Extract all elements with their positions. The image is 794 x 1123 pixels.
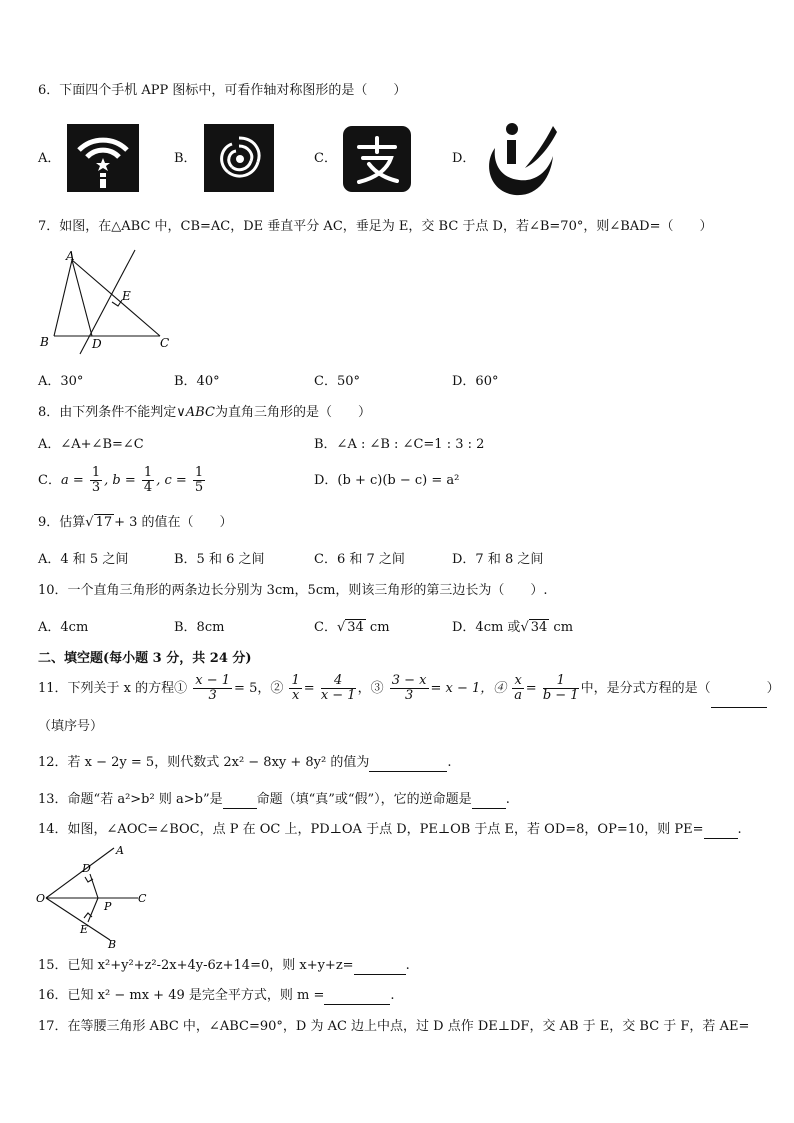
q8-option-c-label: C． bbox=[38, 473, 61, 488]
q10-option-a: A．4cm bbox=[38, 620, 89, 635]
q8-a-eq: a = bbox=[60, 473, 84, 488]
q9-option-a: A．4 和 5 之间 bbox=[38, 552, 129, 567]
q8-triangle-symbol: ∨ABC bbox=[176, 405, 215, 420]
q7-label-c: C bbox=[160, 336, 170, 350]
q16-answer-blank[interactable] bbox=[324, 990, 390, 1005]
q10-option-b: B．8cm bbox=[174, 620, 225, 635]
q8-option-d: D．(b + c)(b − c) = a² bbox=[314, 473, 460, 488]
q14-label-o: O bbox=[36, 892, 46, 905]
q6-option-a-label: A． bbox=[38, 151, 61, 166]
q7-label-d: D bbox=[92, 337, 102, 351]
q8-option-c bbox=[38, 462, 207, 500]
q8-option-a: A．∠A+∠B=∠C bbox=[38, 437, 144, 452]
q6-option-d-label: D． bbox=[452, 151, 476, 166]
q7-label-a: A bbox=[66, 249, 75, 263]
q12-answer-blank[interactable] bbox=[369, 757, 447, 772]
fraction-one-fourth: $\frac{1}{4}$ bbox=[143, 465, 153, 495]
q9-option-c: C．6 和 7 之间 bbox=[314, 552, 405, 567]
q11-frac-6: $\frac{1}{b - 1}$ bbox=[542, 673, 579, 703]
q14-label-c: C bbox=[138, 892, 147, 905]
q8-stem bbox=[38, 404, 371, 422]
q9-stem: 9．估算√ 17 + 3 的值在（ ） bbox=[38, 515, 233, 530]
q13-answer-blank-2[interactable] bbox=[472, 794, 506, 809]
q10-stem: 10．一个直角三角形的两条边长分别为 3cm，5cm，则该三角形的第三边长为（ ）. bbox=[38, 583, 548, 598]
q11-frac-2: $\frac{1}{x}$ bbox=[291, 673, 300, 703]
q11-note: （填序号） bbox=[38, 719, 104, 734]
fraction-one-fifth: $\frac{1}{5}$ bbox=[194, 465, 204, 495]
q10-option-c: C．√ 34 cm bbox=[314, 620, 390, 635]
q14-label-a: A bbox=[116, 844, 124, 857]
q8-option-b: B．∠A : ∠B : ∠C=1 : 3 : 2 bbox=[314, 437, 485, 452]
q11-frac-4: $\frac{3 - x}{3}$ bbox=[391, 673, 427, 703]
q14-angle-figure bbox=[34, 842, 164, 952]
runner-logo-icon bbox=[481, 118, 559, 200]
q14-label-d: D bbox=[82, 862, 91, 875]
q7-option-a: A．30° bbox=[38, 374, 84, 389]
q6-stem: 6．下面四个手机 APP 图标中，可看作轴对称图形的是（ ） bbox=[38, 83, 407, 98]
q9-stem-post: + 3 的值在（ ） bbox=[114, 515, 233, 530]
q6-option-b-label: B． bbox=[174, 151, 197, 166]
q14-label-p: P bbox=[104, 900, 112, 913]
q6-option-c-label: C． bbox=[314, 151, 337, 166]
q13-answer-blank-1[interactable] bbox=[223, 794, 257, 809]
q7-option-b: B．40° bbox=[174, 374, 220, 389]
q7-option-d: D．60° bbox=[452, 374, 499, 389]
q14-stem: 14．如图，∠AOC=∠BOC，点 P 在 OC 上，PD⊥OA 于点 D，PE⊥OB 于点 E，若 OD=8，OP=10，则 PE= . bbox=[38, 822, 742, 837]
q8-c-eq: , c = bbox=[156, 473, 187, 488]
q9-radicand: 17 bbox=[95, 515, 113, 530]
q8-stem-start: 8．由下列条件不能判定 bbox=[38, 405, 177, 420]
q15-stem: 15．已知 x²+y²+z²-2x+4y-6z+14=0，则 x+y+z= . bbox=[38, 958, 410, 973]
q14-label-e: E bbox=[80, 923, 89, 936]
q14-answer-blank[interactable] bbox=[704, 824, 738, 839]
q17-stem: 17．在等腰三角形 ABC 中，∠ABC=90°，D 为 AC 边上中点，过 D 点作 DE⊥DF，交 AB 于 E，交 BC 于 F，若 AE= bbox=[38, 1019, 750, 1034]
section-title: 二、填空题(每小题 3 分，共 24 分) bbox=[38, 651, 252, 666]
q9-stem-pre: 9．估算 bbox=[38, 515, 86, 530]
q7-label-e: E bbox=[122, 289, 131, 303]
q11-frac-5: $\frac{x}{a}$ bbox=[514, 673, 522, 703]
q11-answer-blank[interactable] bbox=[711, 693, 767, 708]
q7-triangle-figure bbox=[38, 248, 178, 356]
q15-answer-blank[interactable] bbox=[354, 960, 406, 975]
q8-stem-end: 为直角三角形的是（ ） bbox=[214, 405, 371, 420]
q14-label-b: B bbox=[108, 938, 117, 951]
q11-frac-1: $\frac{x - 1}{3}$ bbox=[195, 673, 231, 703]
q7-label-b: B bbox=[40, 335, 49, 349]
q11-frac-3: $\frac{4}{x - 1}$ bbox=[320, 673, 356, 703]
alipay-icon bbox=[343, 126, 411, 192]
q8-b-eq: , b = bbox=[104, 473, 136, 488]
q9-option-b: B．5 和 6 之间 bbox=[174, 552, 265, 567]
q12-stem: 12．若 x − 2y = 5，则代数式 2x² − 8xy + 8y² 的值为 . bbox=[38, 755, 452, 770]
q16-stem: 16．已知 x² − mx + 49 是完全平方式，则 m = . bbox=[38, 988, 395, 1003]
q9-option-d: D．7 和 8 之间 bbox=[452, 552, 544, 567]
wifi-icon bbox=[67, 124, 139, 192]
q13-stem: 13．命题“若 a²>b² 则 a>b”是 命题（填“真”或“假”），它的逆命题是 . bbox=[38, 792, 510, 807]
q11-stem: 11．下列关于 x 的方程① $\frac{x - 1}{3}$ = 5，② $\frac{1}{x}$ = $\frac{4}{x - 1}$ ，③ $\frac{3 - x}{3}$ = x − 1，④ $\frac{x}{a}$ = $\frac{1}{b - 1}$ 中，是分式方程的是（ ） bbox=[38, 670, 780, 708]
q7-option-c: C．50° bbox=[314, 374, 360, 389]
q10-option-d: D．4cm 或√ 34 cm bbox=[452, 620, 574, 635]
swirl-logo-icon bbox=[204, 124, 274, 192]
fraction-one-third: $\frac{1}{3}$ bbox=[91, 465, 101, 495]
q7-stem: 7．如图，在△ABC 中，CB=AC，DE 垂直平分 AC，垂足为 E，交 BC 于点 D，若∠B=70°，则∠BAD=（ ） bbox=[38, 219, 713, 234]
